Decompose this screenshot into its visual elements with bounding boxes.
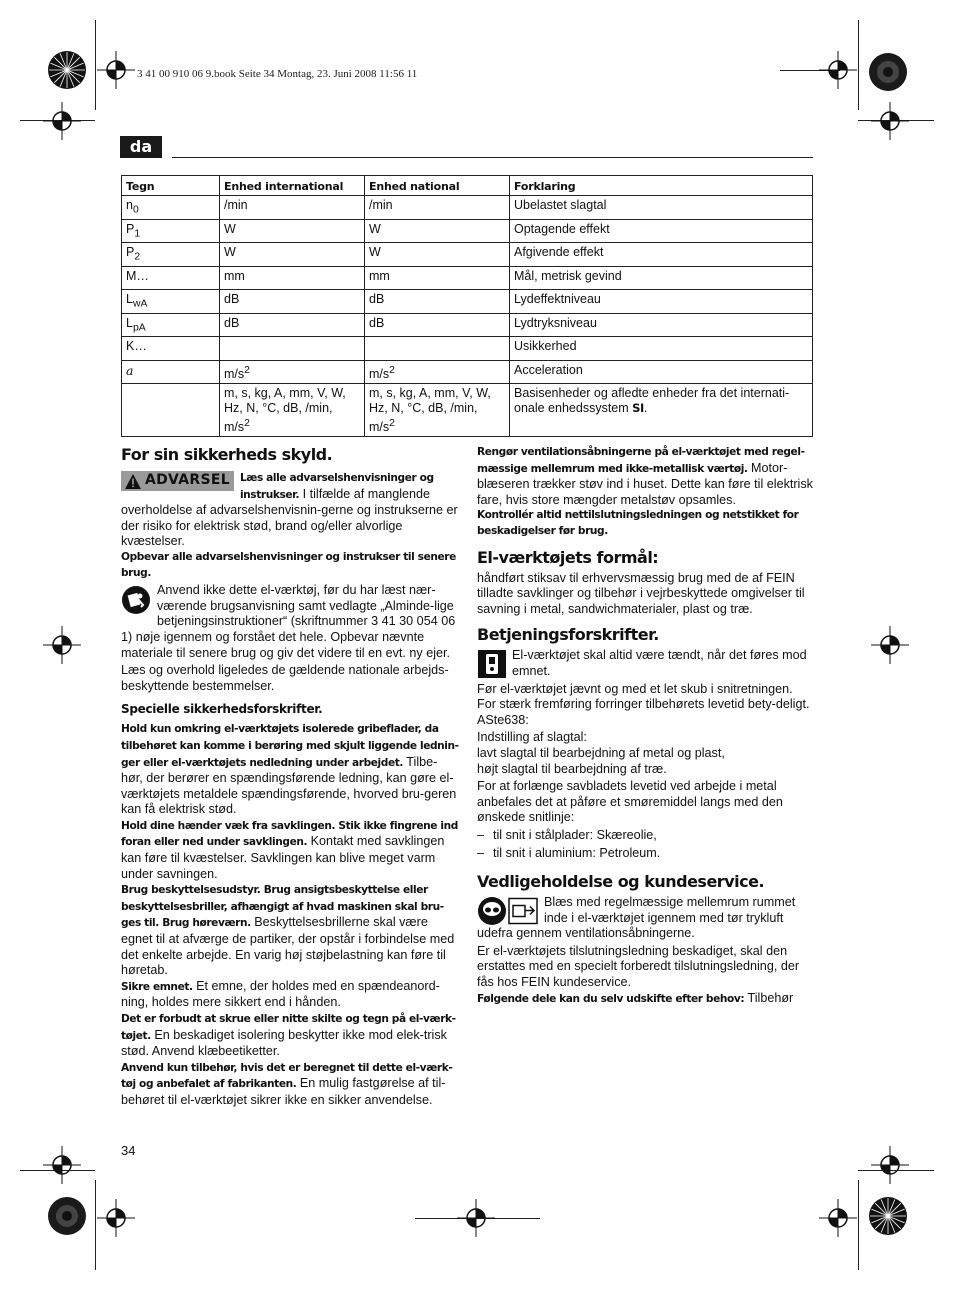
symbol-cell: $L_{wA}$: [122, 290, 220, 314]
ventilation-paragraph: Rengør ventilationsåbningerne på el-værktøjet med regel-mæssige mellemrum med ikke-metallisk værtøj. Motor-blæseren trækker støv ind i huset. Dette kan føre til elektrisk fare, hvis store mængder metalstøv opsamles.: [477, 446, 813, 507]
registration-mark-icon: [870, 101, 910, 141]
cord-replace-text: Er el-værktøjets tilslutningsledning beskadiget, skal den erstattes med en specielt forberedt tilslutningsledning, der fås hos FEIN kundeservice.: [477, 943, 800, 990]
table-cell: Ubelastet slagtal: [510, 196, 813, 220]
section-title: Betjeningsforskrifter.: [477, 625, 659, 645]
table-cell: W: [365, 219, 510, 243]
table-cell: Lydeffektniveau: [510, 290, 813, 314]
table-row: [122, 243, 813, 267]
table-header-row: [122, 176, 813, 196]
read-manual-block: [121, 583, 459, 661]
color-target-icon: [868, 1196, 908, 1236]
symbol-cell: $P_2$: [122, 243, 220, 267]
keep-instructions: Opbevar alle advarselshenvisninger og instrukser til senere brug.: [121, 550, 456, 579]
table-cell: [220, 337, 365, 361]
table-cell: Afgivende effekt: [510, 243, 813, 267]
subsection-title: Specielle sikkerhedsforskrifter.: [121, 702, 323, 717]
symbol-cell: $L_{pA}$: [122, 313, 220, 337]
symbol-cell: $P_1$: [122, 219, 220, 243]
left-column: [121, 445, 459, 1109]
safety-paragraph: Anvend kun tilbehør, hvis det er beregnet til dette el-værk-tøj og anbefalet af fabrikanten. En mulig fastgørelse af til-behøret til el-værktøjet sikrer ikke en sikker anvendelse.: [121, 1061, 453, 1107]
section-title: Vedligeholdelse og kundeservice.: [477, 872, 765, 892]
registration-mark-icon: [456, 1198, 496, 1238]
warning-block: [121, 469, 459, 550]
table-cell: W: [365, 243, 510, 267]
registration-mark-icon: [42, 101, 82, 141]
header-rule: [172, 157, 813, 158]
read-manual-icon: [121, 585, 151, 615]
table-header-cell: Forklaring: [510, 176, 813, 196]
table-cell: /min: [220, 196, 365, 220]
symbol-cell: $n_0$: [122, 196, 220, 220]
table-header-cell: Enhed international: [220, 176, 365, 196]
table-cell: dB: [365, 290, 510, 314]
table-cell: m, s, kg, A, mm, V, W, Hz, N, °C, dB, /min, $m/s^2$: [220, 383, 365, 436]
table-row: [122, 266, 813, 290]
table-cell: $m/s^2$: [220, 360, 365, 383]
crop-line: [858, 20, 859, 110]
symbol-cell: a: [122, 360, 220, 383]
power-on-icon: [477, 649, 505, 677]
switch-on-text: El-værktøjet skal altid være tændt, når det føres mod emnet.: [512, 648, 807, 678]
table-cell: /min: [365, 196, 510, 220]
color-target-icon: [47, 1196, 87, 1236]
table-cell: $m/s^2$: [365, 360, 510, 383]
registration-mark-icon: [818, 50, 858, 90]
stroke-high-text: højt slagtal til bearbejdning af træ.: [477, 761, 667, 776]
registration-mark-icon: [96, 50, 136, 90]
table-row: [122, 219, 813, 243]
table-header-cell: Enhed national: [365, 176, 510, 196]
table-cell: dB: [220, 290, 365, 314]
table-cell: Acceleration: [510, 360, 813, 383]
table-row: [122, 383, 813, 436]
warning-label: ADVARSEL: [145, 472, 230, 489]
stroke-label: Indstilling af slagtal:: [477, 730, 587, 745]
table-cell: Basisenheder og afledte enheder fra det internati-onale enhedssystem SI.: [510, 383, 813, 436]
right-column: [477, 444, 813, 1007]
symbol-cell: M…: [122, 266, 220, 290]
color-target-icon: [47, 50, 87, 90]
registration-mark-icon: [42, 625, 82, 665]
registration-mark-icon: [870, 625, 910, 665]
compressed-air-icon: [508, 896, 538, 923]
table-cell: W: [220, 243, 365, 267]
table-cell: Mål, metrisk gevind: [510, 266, 813, 290]
lubricant-text: For at forlænge savbladets levetid ved arbejde i metal anbefales det at påføre et smøremiddel langs med den ønskede snitlinje:: [477, 779, 783, 825]
section-title: El-værktøjets formål:: [477, 547, 659, 567]
list-item: – til snit i stålplader: Skæreolie,: [477, 827, 657, 842]
table-header-cell: Tegn: [122, 176, 220, 196]
model-label: ASte638:: [477, 712, 529, 727]
table-cell: mm: [220, 266, 365, 290]
language-badge: da: [120, 136, 162, 158]
color-target-icon: [868, 52, 908, 92]
table-row: [122, 360, 813, 383]
purpose-text: håndført stiksav til erhvervsmæssig brug med de af FEIN tilladte savklinger og tilbehør i vejrbeskyttede omgivelser til savning i metal, sandwichmaterialer, plast og træ.: [477, 570, 805, 616]
air-blow-block: [477, 895, 813, 942]
table-cell: [122, 383, 220, 436]
crop-line: [858, 1180, 859, 1270]
cord-check-text: Kontrollér altid nettilslutningsledningen og netstikket for beskadigelser før brug.: [477, 509, 799, 537]
registration-mark-icon: [870, 1145, 910, 1185]
section-title: For sin sikkerheds skyld.: [121, 445, 333, 464]
safety-paragraph: Hold kun omkring el-værktøjets isolerede gribeflader, da tilbehøret kan komme i berøring med skjult liggende lednin-ger eller el-værktøjets nedledning under arbejdet. Tilbe-hør, der berører en spændingsførende ledning, kan gøre el-værktøjets metaldele spændingsførende, hvorved bru-geren kan få elektrisk stød.: [121, 723, 459, 817]
switch-on-block: [477, 648, 813, 679]
safety-paragraph: Brug beskyttelsesudstyr. Brug ansigtsbeskyttelse eller beskyttelsesbriller, afhængigt af hvad maskinen skal bru-ges til. Brug høreværn. Beskyttelsesbrillerne skal være egnet til at afværge de partiker, der opstår i forbindelse med det enkelte arbejde. En varig høj støjbelastning kan føre til høretab.: [121, 884, 455, 978]
stroke-low-text: lavt slagtal til bearbejdning af metal og plast,: [477, 745, 725, 760]
table-row: [122, 313, 813, 337]
table-row: [122, 337, 813, 361]
table-cell: Optagende effekt: [510, 219, 813, 243]
safety-paragraph: Sikre emnet. Et emne, der holdes med en spændeanord-ning, holdes mere sikkert end i hånden.: [121, 978, 440, 1010]
table-cell: W: [220, 219, 365, 243]
read-manual-text: Anvend ikke dette el-værktøj, før du har læst nær-værende brugsanvisning samt vedlagte „Alminde-lige betjeningsinstruktioner“ (skriftnummer 3 41 30 054 06 1) nøje igennem og forstået det hele. Opbevar nævnte materiale til senere brug og giv det videre til en evt. ny ejer.: [121, 583, 456, 660]
warning-badge: [121, 471, 234, 493]
list-item: – til snit i aluminium: Petroleum.: [477, 846, 661, 861]
national-rules-text: Læs og overhold ligeledes de gældende nationale arbejds-beskyttende bestemmelser.: [121, 663, 449, 693]
table-cell: [365, 337, 510, 361]
table-cell: m, s, kg, A, mm, V, W, Hz, N, °C, dB, /min, $m/s^2$: [365, 383, 510, 436]
table-cell: dB: [365, 313, 510, 337]
feed-text: Før el-værktøjet jævnt og med et let skub i snitretningen. For stærk fremføring forringer tilbehørets levetid bety-deligt.: [477, 681, 810, 712]
table-cell: Usikkerhed: [510, 337, 813, 361]
safety-paragraph: Det er forbudt at skrue eller nitte skilte og tegn på el-værk-tøjet. En beskadiget isolering beskytter ikke mod elek-trisk stød. Anvend klæbeetiketter.: [121, 1013, 456, 1059]
goggles-icon: [477, 896, 504, 923]
table-cell: mm: [365, 266, 510, 290]
print-info-line: 3 41 00 910 06 9.book Seite 34 Montag, 23. Juni 2008 11:56 11: [137, 68, 418, 80]
symbol-cell: K…: [122, 337, 220, 361]
table-row: [122, 196, 813, 220]
safety-paragraph: Hold dine hænder væk fra savklingen. Stik ikke fingrene ind foran eller ned under savklingen. Kontakt med savklingen kan føre til kvæstelser. Savklingen kan blive meget varm under savningen.: [121, 819, 458, 881]
air-blow-text: Blæs med regelmæssige mellemrum rummet inde i el-værktøjet igennem med tør trykluft udefra gennem ventilationsåbningerne.: [477, 895, 796, 941]
table-cell: dB: [220, 313, 365, 337]
registration-mark-icon: [818, 1198, 858, 1238]
parts-text: Følgende dele kan du selv udskifte efter behov: Tilbehør: [477, 990, 794, 1005]
table-row: [122, 290, 813, 314]
warning-triangle-icon: [125, 474, 141, 489]
registration-mark-icon: [96, 1198, 136, 1238]
warning-text: Læs alle advarselshenvisninger og instrukser. I tilfælde af manglende overholdelse af advarselshenvisnin-gerne og instrukserne er der risiko for elektrisk stød, brand og/eller alvorlige kvæstelser.: [121, 472, 458, 549]
page-number: 34: [121, 1143, 136, 1158]
units-table: [121, 175, 813, 437]
registration-mark-icon: [42, 1145, 82, 1185]
table-cell: Lydtryksniveau: [510, 313, 813, 337]
